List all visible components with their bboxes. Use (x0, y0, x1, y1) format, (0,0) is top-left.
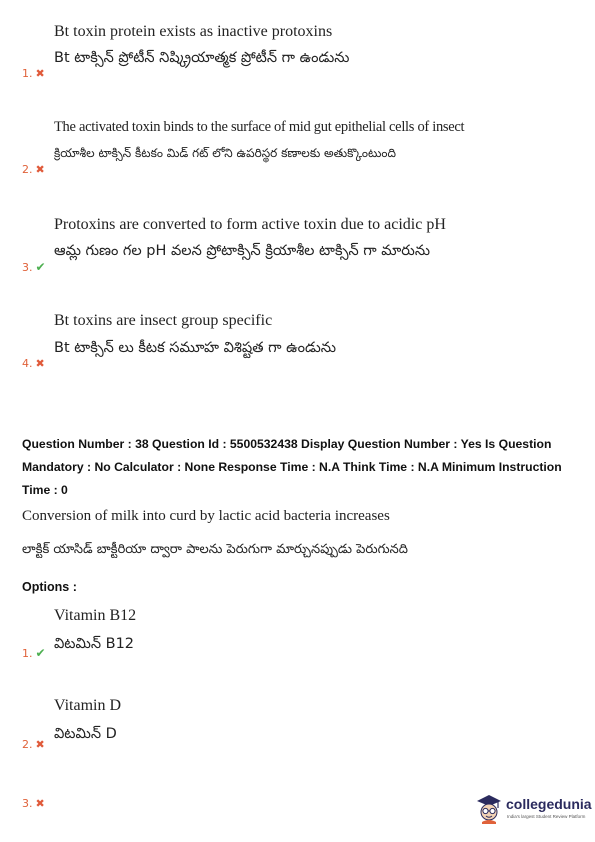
question-meta-line-3: Time : 0 (22, 483, 68, 497)
question-text-te: లాక్టిక్ యాసిడ్ బాక్టీరియా ద్వారా పాలను పెరుగుగా మార్చునప్పుడు పెరుగునది (22, 542, 408, 557)
prev-option-2-en: The activated toxin binds to the surface of mid gut epithelial cells of insect (54, 119, 465, 135)
wrong-mark-icon: ✖ (35, 738, 45, 751)
correct-mark-icon: ✔ (35, 260, 46, 274)
prev-option-4-en: Bt toxins are insect group specific (54, 312, 273, 329)
prev-option-4-te: Bt టాక్సిన్ లు కీటక సమూహ విశిష్టత గా ఉండును (54, 340, 336, 356)
student-mascot-icon (474, 792, 504, 824)
prev-option-3-en: Protoxins are converted to form active toxin due to acidic pH (54, 216, 446, 233)
prev-option-2-te: క్రియాశీల టాక్సిన్ కీటకం మిడ్ గట్ లోని ఉపరిస్థర కణాలకు అతుక్కొంటుంది (54, 146, 396, 160)
option-2-te: విటమిన్ D (54, 726, 117, 742)
logo-wordmark: collegedunia (506, 796, 592, 812)
prev-option-1-number (22, 67, 45, 80)
question-meta-line-2: Mandatory : No Calculator : None Response Time : N.A Think Time : N.A Minimum Instruction (22, 460, 562, 474)
option-2-number (22, 738, 45, 751)
prev-option-4-number (22, 357, 45, 370)
collegedunia-logo (474, 792, 592, 826)
option-1-number (22, 646, 46, 660)
wrong-mark-icon: ✖ (35, 797, 45, 810)
prev-option-1-en: Bt toxin protein exists as inactive protoxins (54, 23, 333, 40)
question-text-en: Conversion of milk into curd by lactic acid bacteria increases (22, 508, 390, 524)
prev-option-1-te: Bt టాక్సిన్ ప్రోటీన్ నిష్క్రియాత్మక ప్రోటీన్ గా ఉండును (54, 50, 350, 66)
question-meta-line-1: Question Number : 38 Question Id : 5500532438 Display Question Number : Yes Is Question (22, 437, 552, 451)
wrong-mark-icon: ✖ (35, 67, 45, 80)
option-number: 3. (22, 261, 33, 274)
wrong-mark-icon: ✖ (35, 357, 45, 370)
prev-option-3-number (22, 260, 46, 274)
prev-option-3-te: ఆమ్ల గుణం గల pH వలన ప్రోటాక్సిన్ క్రియాశీల టాక్సిన్ గా మారును (54, 243, 431, 259)
option-1-te: విటమిన్ B12 (54, 636, 135, 652)
option-number: 2. (22, 738, 33, 751)
option-2-en: Vitamin D (54, 697, 122, 714)
option-number: 3. (22, 797, 33, 810)
option-1-en: Vitamin B12 (54, 607, 137, 624)
options-label: Options : (22, 580, 77, 594)
logo-tagline: India's largest Student Review Platform (507, 814, 586, 819)
prev-option-2-number (22, 163, 45, 176)
option-number: 1. (22, 67, 33, 80)
option-number: 2. (22, 163, 33, 176)
wrong-mark-icon: ✖ (35, 163, 45, 176)
option-number: 1. (22, 647, 33, 660)
option-number: 4. (22, 357, 33, 370)
correct-mark-icon: ✔ (35, 646, 46, 660)
question-meta (22, 433, 562, 502)
option-3-number (22, 797, 45, 810)
